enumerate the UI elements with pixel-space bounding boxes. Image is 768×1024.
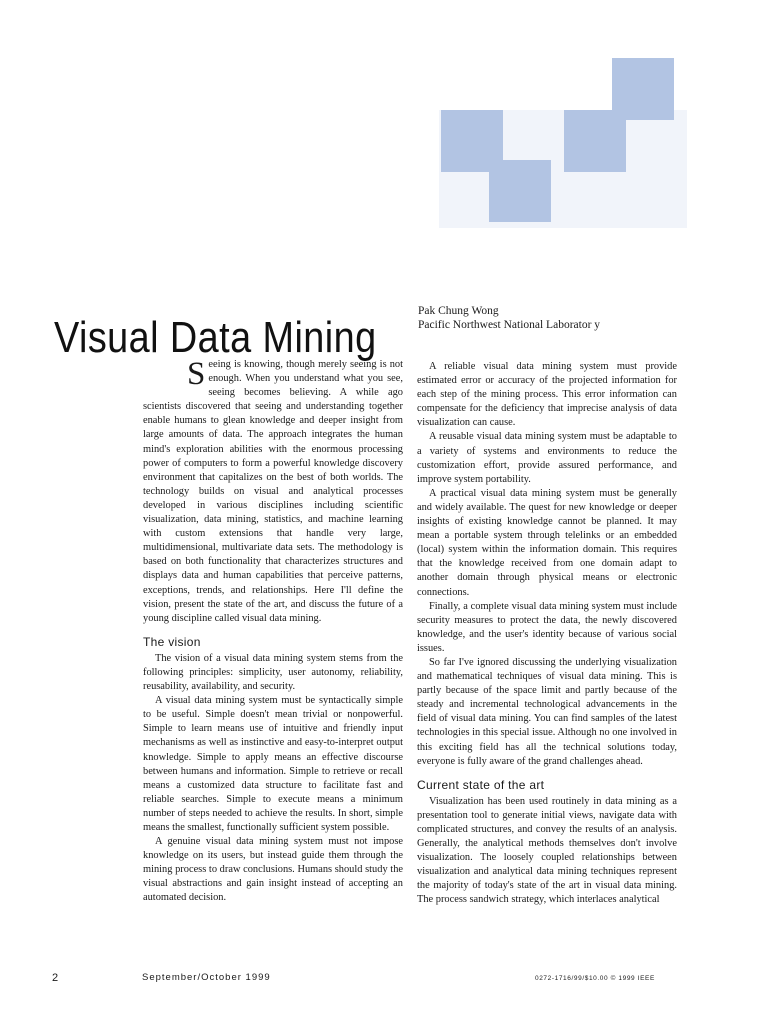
body-paragraph: Finally, a complete visual data mining system must include security measures to protect the data, the newly discovered knowledge, and the user's identity because of various social issues. (417, 600, 677, 654)
byline (418, 304, 600, 332)
body-paragraph: Visualization has been used routinely in data mining as a presentation tool to generate initial views, navigate data with complicated structures, and convey the results of an analysis. Generally, the analytical methods themselves don't involve visualization. The loosely coupled relationships between visualization and analytical data mining techniques represent the majority of today's state of the art in visual data mining. The process sandwich strategy, which interlaces analytical (417, 795, 677, 906)
section-heading-vision: The vision (143, 634, 201, 649)
intro-paragraph (143, 358, 403, 626)
body-paragraph: A reliable visual data mining system must provide estimated error or accuracy of the projected information for each step of the mining process. This error information can compensate for the deficiency that imprecise analysis of data visualization can cause. (417, 361, 677, 429)
intro-text: eeing is knowing, though merely seeing is not enough. When you understand what you see, seeing becomes believing. A while ago scientists discovered that seeing and understanding together enable humans to glean knowledge and deeper insight from large amounts of data. The approach integrates the human mind's exploration abilities with the enormous processing power of computers to form a powerful knowledge discovery environment that capitalizes on the best of both worlds. The technology builds on visual and analytical processes developed in various disciplines including scientific visualization, data mining, statistics, and machine learning with custom extensions that handle very large, multidimensional, multivariate data sets. The methodology is based on both functionality that characterizes structures and displays data and human capabilities that perceive patterns, exceptions, trends, and relationships. Here I'll define the vision, present the state of the art, and discuss the future of a young discipline called visual data mining. (143, 359, 403, 624)
body-paragraph: So far I've ignored discussing the underlying visualization and mathematical techniques of visual data mining. This is partly because of the space limit and partly because of the steady and incremental technological advancements in the field of visual data mining. You can find samples of the latest technologies in this special issue. Although no one involved in this exciting field has all the technical solutions today, everyone is fully aware of the grand challenges ahead. (417, 656, 677, 767)
body-paragraph: A reusable visual data mining system must be adaptable to a variety of systems and environments to reduce the customization effort, provide assured performance, and improve system portability. (417, 431, 677, 485)
issue-date: September/October 1999 (142, 972, 271, 983)
page-number: 2 (52, 972, 59, 984)
body-paragraph: A practical visual data mining system must be generally and widely available. The quest for new knowledge or deeper insights of existing knowledge cannot be planned. It may mean a portable system through telelinks or an embedded (local) system within the information domain. This requires that the knowledge received from one domain adapt to another domain through physical means or electronic connections. (417, 487, 677, 598)
article-title: Visual Data Mining (54, 313, 377, 363)
graphic-square (489, 160, 551, 222)
drop-cap: S (187, 356, 206, 392)
graphic-square (564, 110, 626, 172)
left-column (143, 358, 403, 906)
body-paragraph: The vision of a visual data mining system stems from the following principles: simplicity, user autonomy, reliability, reusability, availability, and security. (143, 652, 403, 693)
author-affiliation: Pacific Northwest National Laborator y (418, 319, 601, 331)
body-paragraph: A genuine visual data mining system must not impose knowledge on its users, but instead guide them through the mining process to draw conclusions. Humans should study the visual abstractions and gain insight instead of accepting an automated decision. (143, 836, 403, 904)
right-column (417, 360, 677, 908)
copyright-code: 0272-1716/99/$10.00 © 1999 IEEE (535, 975, 655, 982)
body-paragraph: A visual data mining system must be syntactically simple to be useful. Simple doesn't mean trivial or nonpowerful. Simple to learn means use of intuitive and friendly input mechanisms as well as instinctive and easy-to-interpret output knowledge. Simple to apply means an effective discourse between humans and information. Simple to retrieve or recall means a customized data structure to facilitate fast and reliable searches. Simple to execute means a minimum number of steps needed to achieve the results. In short, simple means the smallest, functionally sufficient system possible. (143, 695, 403, 833)
author-name: Pak Chung Wong (418, 305, 499, 317)
section-heading-state-of-art: Current state of the art (417, 777, 545, 792)
